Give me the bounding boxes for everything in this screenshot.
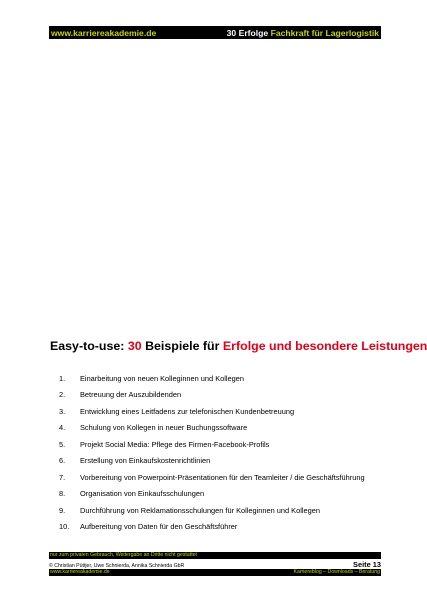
list-item	[59, 486, 365, 503]
footer-tagline: Karriereblog – Downloads – Beratung	[293, 569, 380, 575]
footer-copyright: © Christian Püttjer, Uwe Schnierda, Annika Schnierda GbR	[49, 563, 185, 569]
header-bar	[49, 26, 381, 39]
list-item-number: 9.	[59, 505, 66, 515]
list-item-text: Einarbeitung von neuen Kolleginnen und Kollegen	[80, 373, 244, 383]
list-item	[59, 370, 365, 387]
list-item-text: Aufbereitung von Daten für den Geschäftsführer	[80, 522, 238, 532]
header-title-yellow: Fachkraft für Lagerlogistik	[270, 27, 379, 38]
list-item-text: Schulung von Kollegen in neuer Buchungssoftware	[80, 423, 248, 433]
heading-prefix: Easy-to-use:	[50, 339, 125, 353]
list-item-number: 2.	[59, 390, 66, 400]
footer-site-link[interactable]: www.karriereakademie.de	[50, 569, 110, 575]
footer-row	[49, 559, 381, 569]
section-heading	[50, 339, 427, 353]
list-item	[59, 436, 365, 453]
list-item-text: Entwicklung eines Leitfadens zur telefonischen Kundenbetreuung	[80, 406, 295, 416]
heading-red: Erfolge und besondere Leistungen	[222, 339, 427, 353]
list-item-text: Projekt Social Media: Pflege des Firmen-Facebook-Profils	[80, 439, 270, 449]
footer-usage-note: nur zum privaten Gebrauch, Weitergabe an Dritte nicht gestattet	[49, 552, 381, 559]
list-item-text: Organisation von Einkaufsschulungen	[80, 489, 205, 499]
heading-middle: Beispiele für	[145, 339, 220, 353]
list-item-number: 5.	[59, 439, 66, 449]
list-item-number: 7.	[59, 472, 66, 482]
footer-bar	[49, 569, 381, 576]
achievement-list	[59, 370, 365, 535]
list-item-text: Erstellung von Einkaufskostenrichtlinien	[80, 456, 211, 466]
list-item	[59, 387, 365, 404]
header-site-link[interactable]: www.karriereakademie.de	[51, 27, 157, 38]
list-item-number: 1.	[59, 373, 66, 383]
list-item	[59, 420, 365, 437]
list-item	[59, 469, 365, 486]
list-item	[59, 519, 365, 536]
list-item-number: 4.	[59, 423, 66, 433]
list-item-number: 8.	[59, 489, 66, 499]
list-item-number: 10.	[59, 522, 70, 532]
list-item	[59, 403, 365, 420]
list-item-text: Vorbereitung von Powerpoint-Präsentationen für den Teamleiter / die Geschäftsführung	[80, 472, 365, 482]
page-footer	[49, 552, 381, 576]
list-item	[59, 502, 365, 519]
heading-number: 30	[127, 339, 142, 353]
header-title-white: 30 Erfolge	[226, 27, 269, 38]
list-item	[59, 453, 365, 470]
list-item-number: 6.	[59, 456, 66, 466]
page-number: Seite 13	[353, 560, 381, 569]
list-item-text: Betreuung der Auszubildenden	[80, 390, 182, 400]
header-title	[227, 28, 379, 38]
list-item-number: 3.	[59, 406, 66, 416]
list-item-text: Durchführung von Reklamationsschulungen für Kolleginnen und Kollegen	[80, 505, 320, 515]
